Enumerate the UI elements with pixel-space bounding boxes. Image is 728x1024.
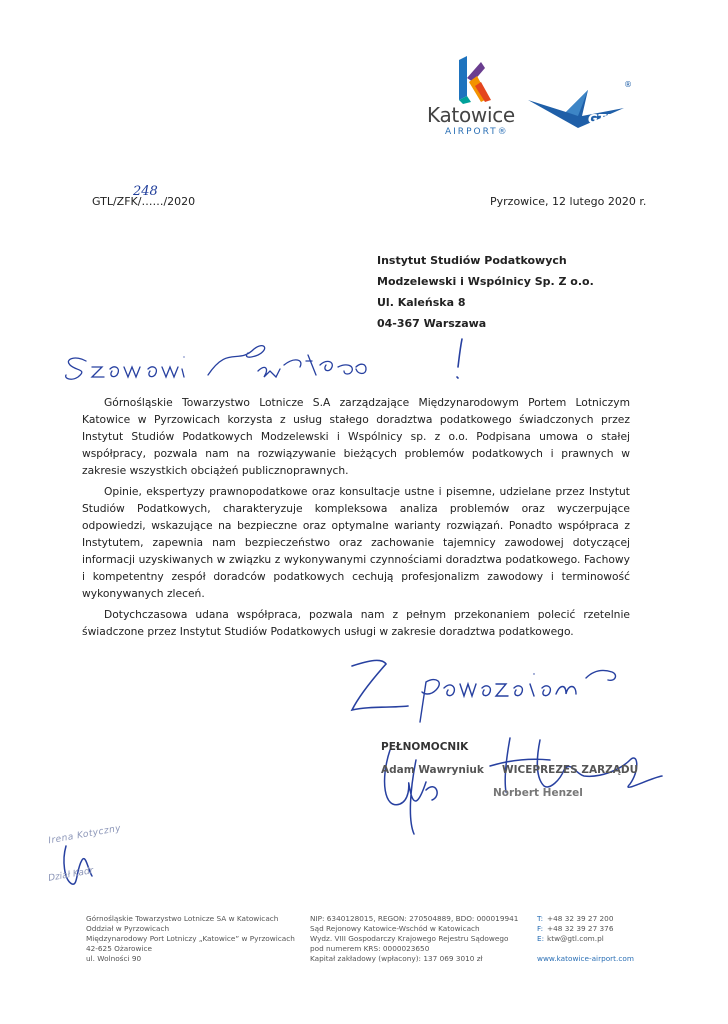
footer-line: pod numerem KRS: 0000023650 (310, 944, 430, 953)
footer-contact (537, 914, 634, 964)
footer-company-address (86, 914, 295, 964)
gtl-bird-icon (526, 82, 636, 137)
fax-number: +48 32 39 27 376 (547, 924, 614, 933)
website-link[interactable]: www.katowice-airport.com (537, 954, 634, 963)
address-line: Modzelewski i Wspólnicy Sp. Z o.o. (377, 275, 594, 288)
address-line: 04-367 Warszawa (377, 317, 487, 330)
phone-number: +48 32 39 27 200 (547, 914, 614, 923)
footer-line: Kapitał zakładowy (wpłacony): 137 069 3010 zł (310, 954, 483, 963)
signatory-1-role: PEŁNOMOCNIK (381, 741, 469, 753)
salutation-handwriting-icon (58, 335, 498, 385)
gtl-wordmark: GTL (588, 112, 614, 126)
katowice-wordmark: Katowice (427, 103, 515, 127)
gtl-logo (526, 82, 636, 137)
handwritten-salutation (58, 335, 498, 385)
footer-email (537, 934, 634, 944)
footer-line: 42-625 Ożarowice (86, 944, 153, 953)
email-label: E: (537, 934, 545, 943)
letter-date: Pyrzowice, 12 lutego 2020 r. (490, 195, 647, 208)
body-paragraph: Dotychczasowa udana współpraca, pozwala nam z pełnym przekonaniem polecić rzetelnie świadczone przez Instytut Studiów Podatkowych usługi w zakresie doradztwa podatkowego. (82, 608, 630, 638)
ref-suffix: /2020 (163, 195, 196, 208)
footer-line: ul. Wolności 90 (86, 954, 142, 963)
footer-fax (537, 924, 634, 934)
email-link[interactable]: ktw@gtl.com.pl (547, 934, 604, 943)
signatory-1-name: Adam Wawryniuk (381, 764, 484, 776)
letter-body (82, 394, 630, 644)
recipient-address (377, 250, 594, 334)
footer-line: Wydz. VIII Gospodarczy Krajowego Rejestru Sądowego (310, 934, 509, 943)
address-line: Ul. Kaleńska 8 (377, 296, 466, 309)
footer-line: Międzynarodowy Port Lotniczy „Katowice” w Pyrzowicach (86, 934, 295, 943)
stamp-name: Irena Kotyczny (47, 823, 122, 847)
footer-line: NIP: 6340128015, REGON: 270504889, BDO: 000019941 (310, 914, 519, 923)
signatory-2-role: WICEPREZES ZARZĄDU (502, 764, 639, 776)
fax-label: F: (537, 924, 544, 933)
reference-number (92, 184, 196, 208)
katowice-airport-logo (425, 56, 525, 146)
footer-line: Sąd Rejonowy Katowice-Wschód w Katowicach (310, 924, 480, 933)
closing-handwriting-icon (330, 652, 660, 732)
body-paragraph: Górnośląskie Towarzystwo Lotnicze S.A zarządzające Międzynarodowym Portem Lotniczym Katowice w Pyrzowicach korzysta z usług stałego doradztwa podatkowego świadczonych przez Instytut Studiów Podatkowych Modzelewski i Wspólnicy sp. z o.o. Podpisana umowa o stałej współpracy, pozwala nam na rozwiązywanie bieżących problemów podatkowych i prawnych w zakresie wszystkich obciążeń publicznoprawnych. (82, 396, 630, 477)
gtl-registered-mark: ® (624, 80, 632, 89)
ref-handwritten-number: 248 (133, 184, 158, 199)
ref-dots: …… (141, 195, 164, 208)
address-line: Instytut Studiów Podatkowych (377, 254, 567, 267)
stamp-signature-icon (52, 840, 112, 890)
ref-prefix: GTL/ZFK/ (92, 195, 142, 208)
footer-phone (537, 914, 634, 924)
footer-registration-info (310, 914, 518, 964)
stamp-department: Dział Kadr (47, 866, 95, 884)
footer-line: Górnośląskie Towarzystwo Lotnicze SA w Katowicach (86, 914, 279, 923)
phone-label: T: (537, 914, 544, 923)
katowice-k-mark-icon (455, 56, 495, 104)
signatory-2-name: Norbert Henzel (493, 787, 583, 799)
department-stamp (28, 818, 158, 898)
body-paragraph: Opinie, ekspertyzy prawnopodatkowe oraz konsultacje ustne i pisemne, udzielane przez Instytut Studiów Podatkowych, charakteryzuje kompleksowa analiza problemów oraz wyczerpujące odpowiedzi, wskazujące na bezpieczne oraz optymalne warianty rozwiązań. Ponadto współpraca z Instytutem, zapewnia nam bezpieczeństwo oraz zachowanie tajemnicy zawodowej dotyczącej informacji uzyskiwanych w związku z wykonywanymi czynnościami doradztwa podatkowego. Fachowy i kompetentny zespół doradców podatkowych cechują profesjonalizm zawodowy i terminowość wykonywanych zleceń. (82, 485, 630, 600)
handwritten-closing (330, 652, 660, 732)
footer-line: Oddział w Pyrzowicach (86, 924, 170, 933)
airport-wordmark: AIRPORT® (445, 127, 509, 137)
